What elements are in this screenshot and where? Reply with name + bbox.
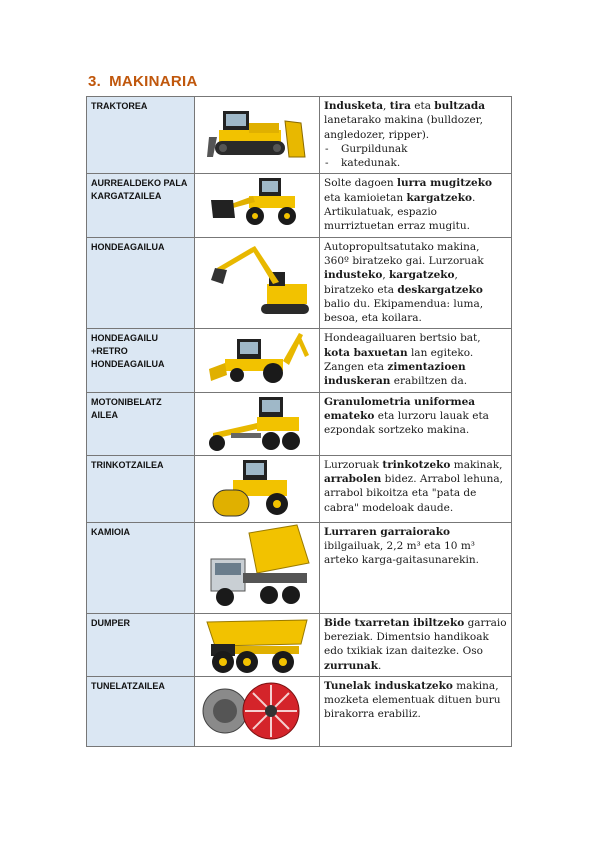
bold-term: trinkotzeko [382, 458, 451, 471]
table-row [87, 613, 512, 676]
machine-image-cell [195, 522, 320, 613]
bulldozer-image [197, 97, 317, 163]
table-row [87, 455, 512, 522]
list-item: - Gurpildunak [324, 142, 507, 156]
wheel-loader-image [197, 174, 317, 226]
description-text: Lurraren garraiorako ibilgailuak, 2,2 m³ eta 10 m³ arteko karga-gaitasunarekin. [324, 525, 479, 567]
description-text: Tunelak induskatzeko makina, mozketa elementuak dituen buru birakorra erabiliz. [324, 679, 501, 721]
bold-term: bultzada [434, 100, 486, 112]
table-row [87, 676, 512, 746]
machine-name: MOTONIBELATZ AILEA [87, 392, 195, 455]
bold-term: zimentazioen induskeran [324, 361, 466, 388]
machine-description [320, 237, 512, 329]
bold-term: Indusketa [324, 100, 384, 112]
bold-term: lurra mugitzeko [396, 177, 492, 190]
wheel-type-list [324, 142, 507, 171]
bold-term: arrabolen [324, 472, 382, 485]
machine-name: TRINKOTZAILEA [87, 455, 195, 522]
machine-name: AURREALDEKO PALA KARGATZAILEA [87, 174, 195, 237]
machine-image-cell [195, 174, 320, 237]
machine-description [320, 522, 512, 613]
bold-term: kargatzeko [389, 269, 455, 282]
excavator-image [197, 238, 317, 320]
machine-description [320, 455, 512, 522]
bold-term: Lurraren garraiorako [324, 525, 451, 538]
bold-term: deskargatzeko [397, 283, 483, 296]
road-roller-image [197, 456, 317, 520]
description-text: Lurzoruak trinkotzeko makinak, arrabolen bidez. Arrabol lehuna, arrabol bikoitza eta "pata de cabra" modeloak daude. [324, 458, 503, 514]
machine-name: TUNELATZAILEA [87, 676, 195, 746]
bold-term: Tunelak induskatzeko [324, 679, 453, 692]
machine-description [320, 174, 512, 237]
table-row [87, 174, 512, 237]
bold-term: Granulometria uniformea emateko [324, 395, 476, 422]
machine-description [320, 392, 512, 455]
description-text: Bide txarretan ibiltzeko garraio bereziak. Dimentsio handikoak edo txikiak izan daitezke. Oso zurrunak. [324, 616, 507, 672]
table-row [87, 329, 512, 392]
machine-image-cell [195, 392, 320, 455]
bold-term: zurrunak [324, 659, 379, 672]
bold-term: Bide txarretan ibiltzeko [324, 616, 465, 629]
description-text: Solte dagoen lurra mugitzeko eta kamioietan kargatzeko. Artikulatuak, espazio murriztuetan erraz mugitu. [324, 177, 492, 233]
machine-image-cell [195, 613, 320, 676]
description-text: Autopropultsatutako makina, 360º biratzeko gai. Lurzoruak industeko, kargatzeko, biratzeko eta deskargatzeko balio du. Ekipamendua: luma, besoa, eta koilara. [324, 240, 484, 325]
machine-description [320, 97, 512, 174]
table-row [87, 237, 512, 329]
machine-image-cell [195, 455, 320, 522]
tunnel-boring-machine-image [197, 677, 317, 745]
section-number: 3. [88, 73, 102, 90]
table-row [87, 97, 512, 174]
machine-name: KAMIOIA [87, 522, 195, 613]
machine-name: DUMPER [87, 613, 195, 676]
table-row [87, 522, 512, 613]
machine-image-cell [195, 329, 320, 392]
description-text: Indusketa, tira eta bultzada lanetarako makina (bulldozer, angledozer, ripper). [324, 100, 486, 141]
machine-image-cell [195, 676, 320, 746]
section-heading [88, 73, 198, 90]
dumper-image [197, 614, 317, 676]
machine-description [320, 676, 512, 746]
description-text: Granulometria uniformea emateko eta lurzoru lauak eta ezpondak sortzeko makina. [324, 395, 489, 437]
machine-description [320, 329, 512, 392]
table-row [87, 392, 512, 455]
bold-term: kota baxuetan [324, 346, 408, 359]
description-text: Hondeagailuaren bertsio bat, kota baxuetan lan egiteko. Zangen eta zimentazioen induskeran erabiltzen da. [324, 332, 481, 388]
motor-grader-image [197, 393, 317, 455]
machine-description [320, 613, 512, 676]
section-title: MAKINARIA [109, 73, 198, 90]
bold-term: industeko [324, 269, 383, 282]
dump-truck-image [197, 523, 317, 611]
machine-image-cell [195, 97, 320, 174]
bold-term: kargatzeko [406, 191, 472, 204]
bold-term: tira [389, 100, 411, 112]
machine-name: TRAKTOREA [87, 97, 195, 174]
machine-name: HONDEAGAILU +RETRO HONDEAGAILUA [87, 329, 195, 392]
backhoe-loader-image [197, 329, 317, 387]
machinery-table [86, 96, 512, 747]
list-item: - katedunak. [324, 156, 507, 170]
machine-name: HONDEAGAILUA [87, 237, 195, 329]
machine-image-cell [195, 237, 320, 329]
